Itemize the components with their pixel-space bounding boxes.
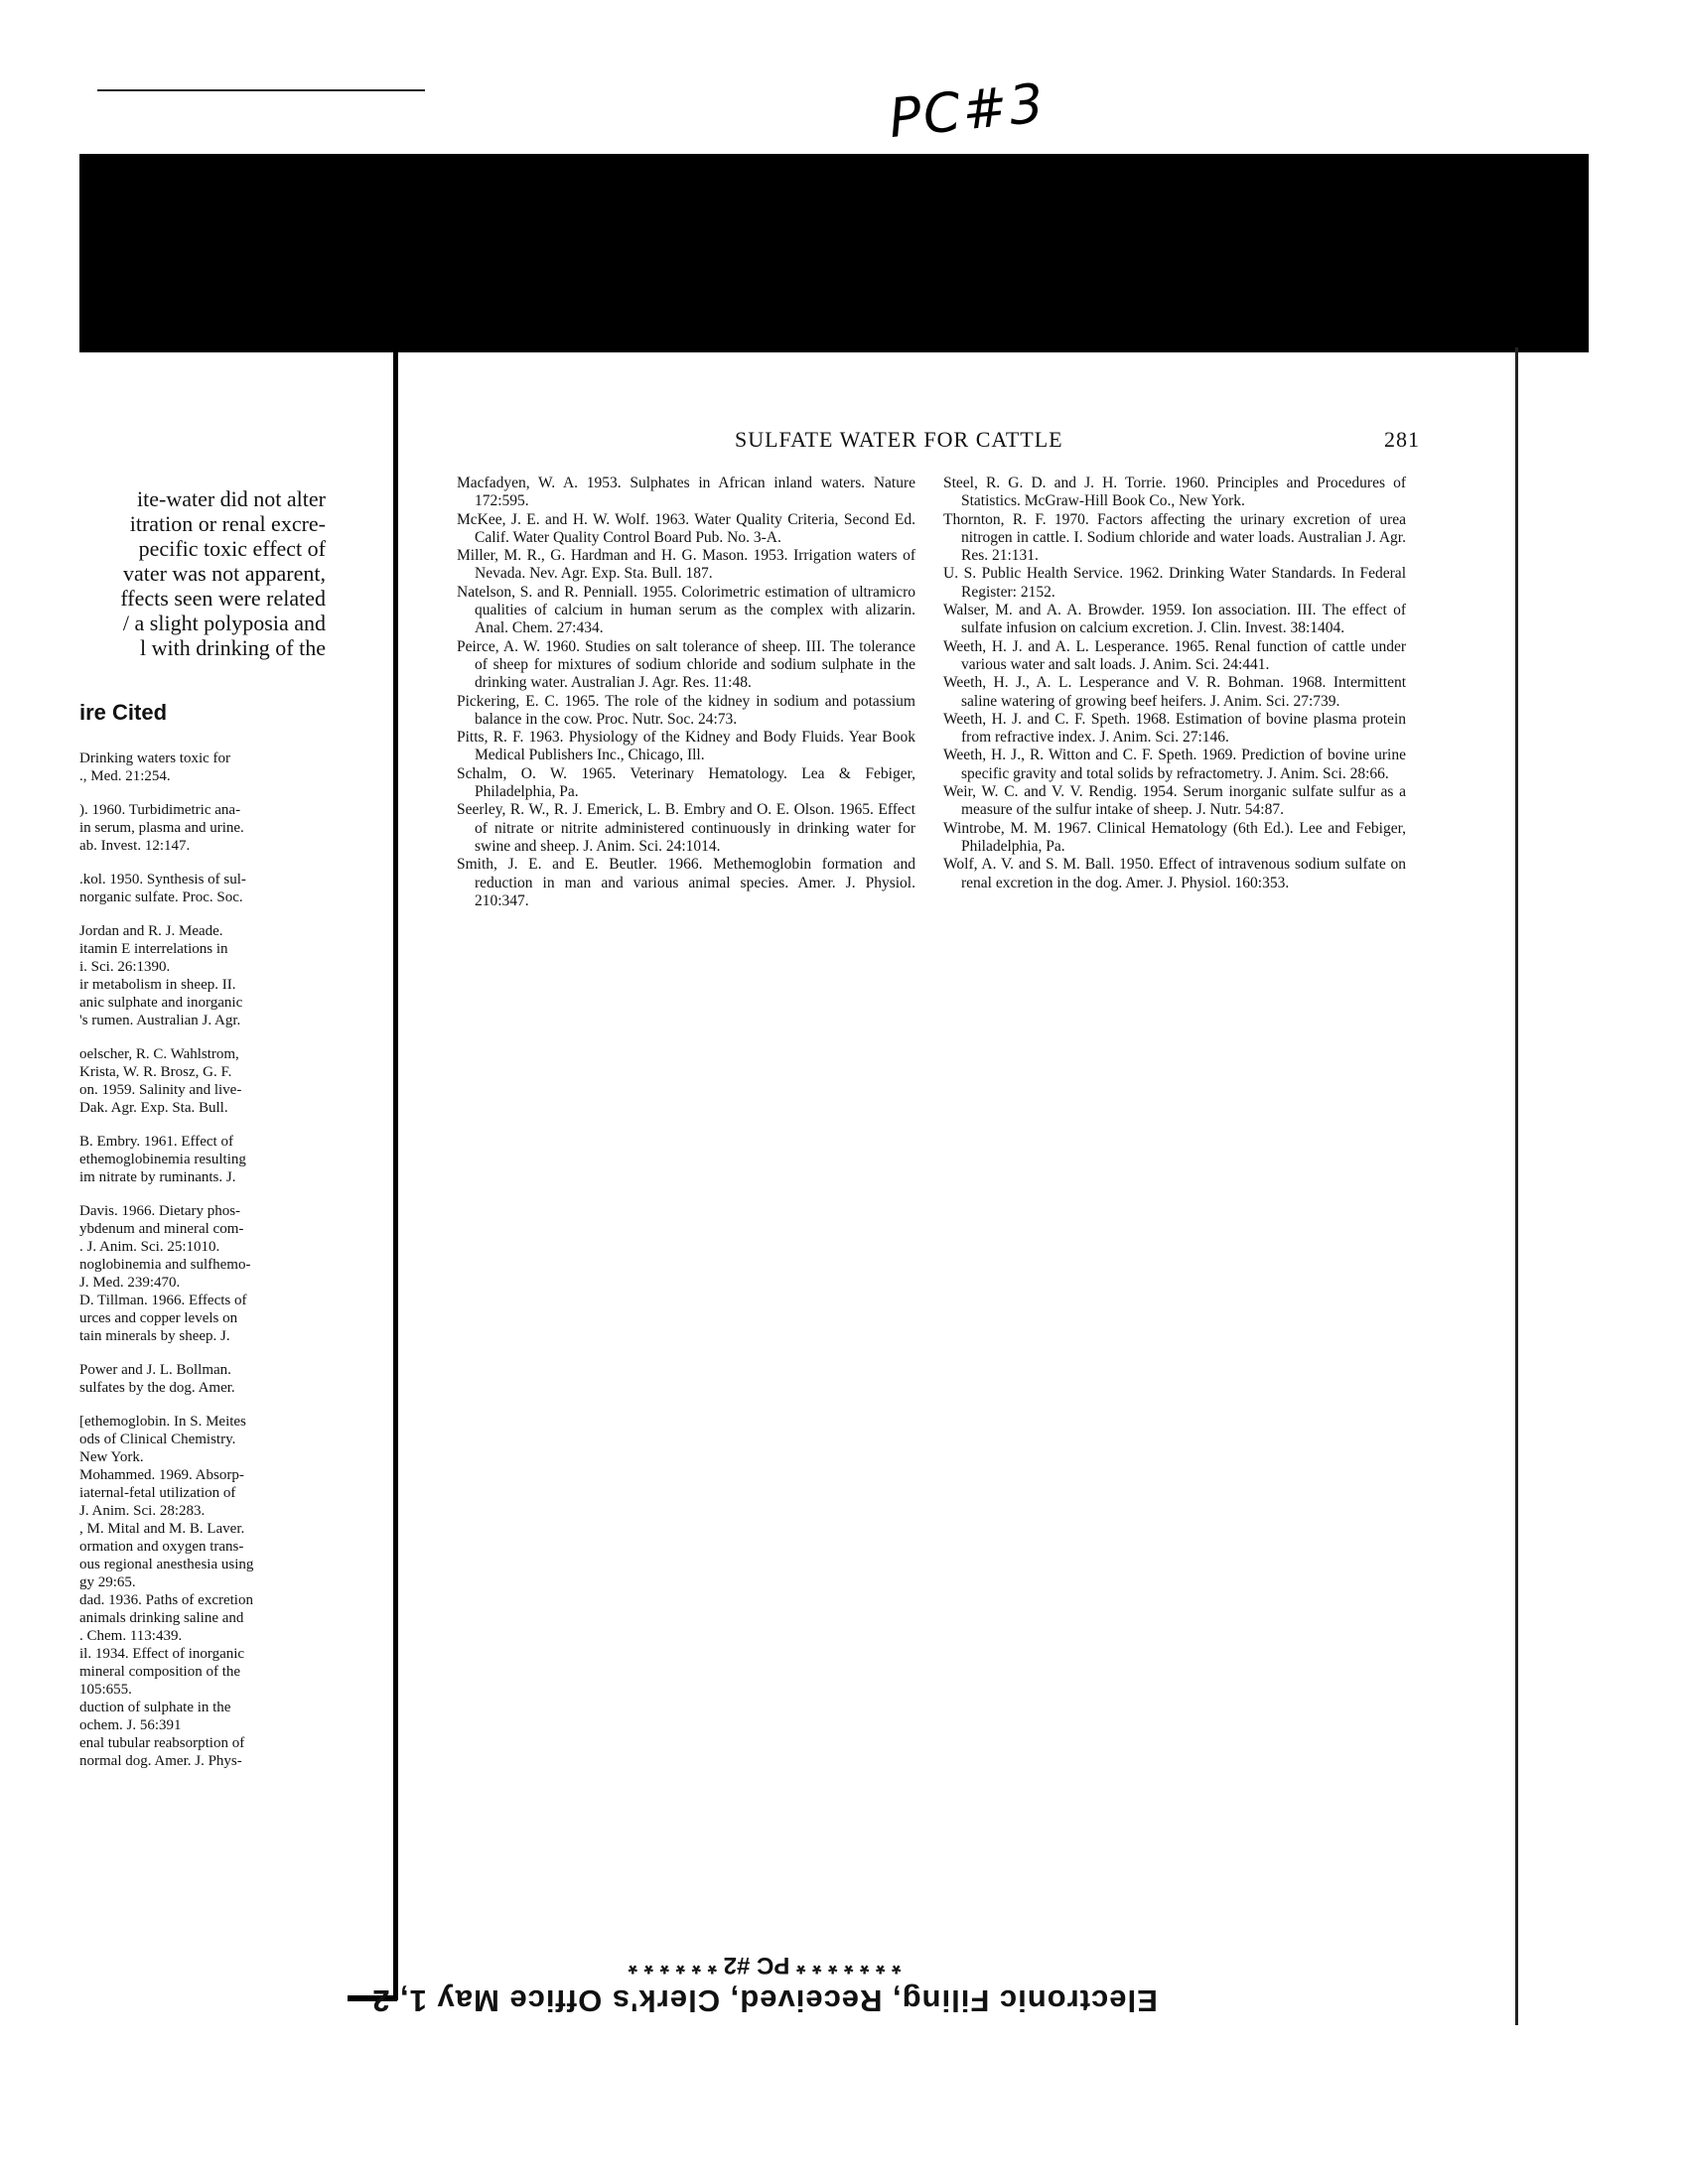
left-ref-line: New York.	[79, 1449, 144, 1465]
left-ref-group	[79, 1045, 326, 1117]
left-ref-line: dad. 1936. Paths of excretion	[79, 1592, 253, 1608]
reference-entry: Steel, R. G. D. and J. H. Torrie. 1960. Principles and Procedures of Statistics. McGraw-Hill Book Co., New York.	[943, 475, 1406, 510]
left-body-line: ite-water did not alter	[137, 486, 326, 511]
left-ref-line: im nitrate by ruminants. J.	[79, 1169, 236, 1185]
left-ref-line: , M. Mital and M. B. Laver.	[79, 1521, 245, 1537]
left-ref-line: D. Tillman. 1966. Effects of	[79, 1293, 247, 1308]
reference-entry: Natelson, S. and R. Penniall. 1955. Colorimetric estimation of ultramicro qualities of calcium in human serum as the complex with alizarin. Anal. Chem. 27:434.	[457, 583, 915, 637]
page-number: 281	[1384, 427, 1420, 452]
left-ref-line: Power and J. L. Bollman.	[79, 1362, 231, 1378]
left-ref-line: Drinking waters toxic for	[79, 751, 231, 766]
left-page-fragment	[79, 486, 326, 1786]
left-ref-line: . Chem. 113:439.	[79, 1628, 183, 1644]
left-ref-line: 105:655.	[79, 1682, 132, 1698]
redaction-bar	[79, 154, 1589, 352]
reference-entry: Walser, M. and A. A. Browder. 1959. Ion association. III. The effect of sulfate infusion on calcium excretion. J. Clin. Invest. 38:1404.	[943, 602, 1406, 637]
left-ref-group	[79, 1413, 326, 1770]
left-body-line: pecific toxic effect of	[138, 536, 326, 561]
left-ref-line: il. 1934. Effect of inorganic	[79, 1646, 245, 1662]
reference-entry: Weeth, H. J. and C. F. Speth. 1968. Estimation of bovine plasma protein from refractive index. J. Anim. Sci. 27:146.	[943, 710, 1406, 747]
left-ref-line: Jordan and R. J. Meade.	[79, 923, 223, 939]
left-ref-line: ods of Clinical Chemistry.	[79, 1432, 236, 1447]
page-edge-left	[393, 347, 398, 2000]
left-body-line: itration or renal excre-	[129, 511, 326, 536]
left-ref-line: Mohammed. 1969. Absorp-	[79, 1467, 244, 1483]
reference-entry: Weir, W. C. and V. V. Rendig. 1954. Serum inorganic sulfate sulfur as a measure of the sulfur intake of sheep. J. Nutr. 54:87.	[943, 783, 1406, 819]
left-ref-group	[79, 750, 326, 785]
left-ref-line: .kol. 1950. Synthesis of sul-	[79, 872, 246, 887]
reference-entry: Peirce, A. W. 1960. Studies on salt tolerance of sheep. III. The tolerance of sheep for mixtures of sodium chloride and sodium sulphate in the drinking water. Australian J. Agr. Res. 11:48.	[457, 637, 915, 692]
reference-entry: Weeth, H. J., R. Witton and C. F. Speth. 1969. Prediction of bovine urine specific gravity and total solids by refractometry. J. Anim. Sci. 28:66.	[943, 747, 1406, 782]
stamp-line-pc: * * * * * * * PC #2 * * * * * *	[628, 1952, 902, 1979]
left-ref-line: J. Anim. Sci. 28:283.	[79, 1503, 206, 1519]
reference-entry: U. S. Public Health Service. 1962. Drinking Water Standards. In Federal Register: 2152.	[943, 565, 1406, 601]
reference-entry: Wolf, A. V. and S. M. Ball. 1950. Effect of intravenous sodium sulfate on renal excretion in the dog. Amer. J. Physiol. 160:353.	[943, 856, 1406, 891]
left-ref-line: J. Med. 239:470.	[79, 1275, 181, 1291]
left-ref-line: iaternal-fetal utilization of	[79, 1485, 236, 1501]
reference-entry: Macfadyen, W. A. 1953. Sulphates in African inland waters. Nature 172:595.	[457, 475, 915, 510]
left-ref-line: oelscher, R. C. Wahlstrom,	[79, 1046, 239, 1062]
left-ref-group	[79, 1202, 326, 1345]
left-ref-line: sulfates by the dog. Amer.	[79, 1380, 235, 1396]
left-ref-line: ). 1960. Turbidimetric ana-	[79, 802, 241, 818]
handwritten-note: PC#3	[886, 70, 1049, 151]
left-ref-line: urces and copper levels on	[79, 1310, 238, 1326]
left-ref-line: Davis. 1966. Dietary phos-	[79, 1203, 241, 1219]
reference-entry: McKee, J. E. and H. W. Wolf. 1963. Water Quality Criteria, Second Ed. Calif. Water Quality Control Board Pub. No. 3-A.	[457, 510, 915, 546]
left-ref-line: animals drinking saline and	[79, 1610, 244, 1626]
left-body-text	[79, 486, 326, 660]
left-ref-group	[79, 1133, 326, 1186]
left-ref-line: . J. Anim. Sci. 25:1010.	[79, 1239, 220, 1255]
left-ref-line: ormation and oxygen trans-	[79, 1539, 244, 1555]
left-section-heading: ire Cited	[79, 700, 168, 725]
left-ref-line: ir metabolism in sheep. II.	[79, 977, 236, 993]
left-ref-line: [ethemoglobin. In S. Meites	[79, 1414, 246, 1430]
reference-entry: Wintrobe, M. M. 1967. Clinical Hematology (6th Ed.). Lee and Febiger, Philadelphia, Pa.	[943, 819, 1406, 855]
left-ref-line: enal tubular reabsorption of	[79, 1735, 245, 1751]
left-ref-line: tain minerals by sheep. J.	[79, 1328, 230, 1344]
left-ref-line: ybdenum and mineral com-	[79, 1221, 244, 1237]
left-ref-line: ethemoglobinemia resulting	[79, 1152, 246, 1167]
running-title: SULFATE WATER FOR CATTLE	[735, 427, 1063, 452]
left-ref-line: mineral composition of the	[79, 1664, 241, 1680]
left-ref-line: Dak. Agr. Exp. Sta. Bull.	[79, 1100, 228, 1116]
left-body-line: / a slight polyposia and	[122, 611, 326, 635]
left-ref-line: ab. Invest. 12:147.	[79, 838, 191, 854]
left-ref-line: 's rumen. Australian J. Agr.	[79, 1013, 241, 1028]
reference-entry: Pickering, E. C. 1965. The role of the kidney in sodium and potassium balance in the cow. Proc. Nutr. Soc. 24:73.	[457, 692, 915, 728]
left-ref-line: on. 1959. Salinity and live-	[79, 1082, 242, 1098]
left-ref-group	[79, 1361, 326, 1397]
reference-entry: Seerley, R. W., R. J. Emerick, L. B. Embry and O. E. Olson. 1965. Effect of nitrate or nitrite administered continuously in drinking water for swine and sheep. J. Anim. Sci. 24:1014.	[457, 801, 915, 855]
reference-entry: Weeth, H. J., A. L. Lesperance and V. R. Bohman. 1968. Intermittent saline watering of growing beef heifers. J. Anim. Sci. 27:739.	[943, 674, 1406, 710]
references-column-right	[943, 475, 1406, 892]
left-body-line: vater was not apparent,	[122, 561, 326, 586]
left-ref-line: normal dog. Amer. J. Phys-	[79, 1753, 242, 1769]
page-edge-right	[1515, 347, 1518, 2025]
left-body-line: l with drinking of the	[140, 635, 326, 660]
reference-entry: Miller, M. R., G. Hardman and H. G. Mason. 1953. Irrigation waters of Nevada. Nev. Agr. Exp. Sta. Bull. 187.	[457, 547, 915, 583]
left-ref-line: noglobinemia and sulfhemo-	[79, 1257, 251, 1273]
left-ref-line: norganic sulfate. Proc. Soc.	[79, 889, 243, 905]
top-rule	[97, 89, 425, 91]
left-ref-line: ochem. J. 56:391	[79, 1717, 182, 1733]
reference-entry: Smith, J. E. and E. Beutler. 1966. Methemoglobin formation and reduction in man and various animal species. Amer. J. Physiol. 210:347.	[457, 856, 915, 909]
reference-entry: Pitts, R. F. 1963. Physiology of the Kidney and Body Fluids. Year Book Medical Publishers Inc., Chicago, Ill.	[457, 729, 915, 764]
left-references	[79, 750, 326, 1770]
reference-entry: Thornton, R. F. 1970. Factors affecting the urinary excretion of urea nitrogen in cattle. I. Sodium chloride and water loads. Australian J. Agr. Res. 21:131.	[943, 510, 1406, 565]
filing-stamp	[328, 1951, 1201, 2018]
reference-entry: Schalm, O. W. 1965. Veterinary Hematology. Lea & Febiger, Philadelphia, Pa.	[457, 764, 915, 801]
left-ref-line: ., Med. 21:254.	[79, 768, 171, 784]
left-ref-line: duction of sulphate in the	[79, 1700, 231, 1715]
left-ref-line: itamin E interrelations in	[79, 941, 228, 957]
left-ref-line: B. Embry. 1961. Effect of	[79, 1134, 233, 1150]
stamp-line-received: Electronic Filing, Received, Clerk's Office May 1, 2	[371, 1983, 1158, 2018]
left-ref-group	[79, 871, 326, 906]
references-column-left	[457, 475, 915, 910]
left-ref-line: Krista, W. R. Brosz, G. F.	[79, 1064, 232, 1080]
left-ref-line: gy 29:65.	[79, 1574, 136, 1590]
left-body-line: ffects seen were related	[120, 586, 326, 611]
left-ref-line: i. Sci. 26:1390.	[79, 959, 171, 975]
left-ref-line: in serum, plasma and urine.	[79, 820, 244, 836]
left-ref-group	[79, 922, 326, 1029]
left-ref-group	[79, 801, 326, 855]
reference-entry: Weeth, H. J. and A. L. Lesperance. 1965. Renal function of cattle under various water and salt loads. J. Anim. Sci. 24:441.	[943, 637, 1406, 673]
left-ref-line: ous regional anesthesia using	[79, 1557, 254, 1572]
left-ref-line: anic sulphate and inorganic	[79, 995, 243, 1011]
